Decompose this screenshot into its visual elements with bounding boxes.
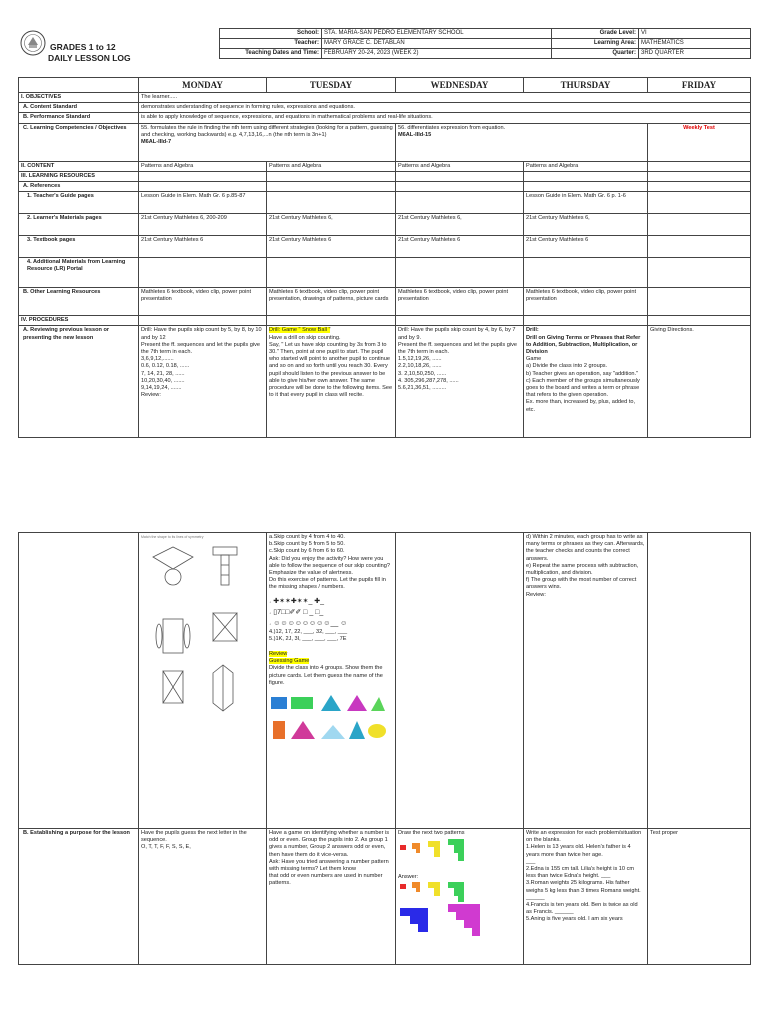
day-friday: FRIDAY — [648, 78, 751, 93]
review-heading: Review — [269, 651, 288, 658]
other-resources-thu: Mathletes 6 textbook, video clip, power point presentation — [524, 288, 648, 316]
pattern-sequences — [269, 596, 393, 629]
pattern-sequence-4: 4.)12, 17, 22, ___, 32, ___, ___ — [269, 628, 348, 635]
learners-materials-label: 2. Learner's Materials pages — [19, 214, 139, 236]
learners-materials-thu: 21st Century Mathletes 6, — [524, 214, 648, 236]
review-thu-continued: d) Within 2 minutes, each group has to write as many terms or phrases as they can. Afterwards, the teacher checks and counts the correct answers. e) Repeat the same process with subtraction, multiplication, and division. f) The group with the most number of correct answers wins. Review: — [524, 533, 648, 829]
grade-value: VI — [639, 29, 751, 39]
review-fri: Giving Directions. — [648, 326, 751, 438]
competencies-label: C. Learning Competencies / Objectives — [19, 123, 139, 161]
teacher-label: Teacher: — [220, 39, 322, 49]
review-continued-row — [19, 533, 751, 829]
day-tuesday: TUESDAY — [267, 78, 396, 93]
other-resources-label: B. Other Learning Resources — [19, 288, 139, 316]
objectives-text: The learner..... — [139, 93, 751, 103]
day-wednesday: WEDNESDAY — [396, 78, 524, 93]
review-thu — [524, 326, 648, 438]
lesson-log-table — [18, 77, 751, 438]
day-header-row — [19, 78, 751, 93]
learners-materials-mon: 21st Century Mathletes 6, 200-209 — [139, 214, 267, 236]
staircase-answer-image — [398, 882, 518, 938]
competencies-row — [19, 123, 751, 161]
guessing-game-heading: Guessing Game — [269, 658, 310, 665]
quarter-value: 3RD QUARTER — [639, 49, 751, 59]
purpose-wed — [396, 829, 524, 965]
content-label: II. CONTENT — [19, 161, 139, 171]
quarter-label: Quarter: — [552, 49, 639, 59]
textbook-wed: 21st Century Mathletes 6 — [396, 236, 524, 258]
performance-standard-label: B. Performance Standard — [19, 113, 139, 123]
document-title — [50, 42, 131, 64]
teachers-guide-row — [19, 192, 751, 214]
procedures-label: IV. PROCEDURES — [19, 316, 139, 326]
symmetry-shapes-image — [141, 541, 261, 726]
competencies-mon-tue — [139, 123, 396, 161]
deped-seal-icon — [20, 30, 46, 56]
purpose-row — [19, 829, 751, 965]
review-thu-heading: Drill: Drill on Giving Terms or Phrases that Refer to Addition, Subtraction, Multiplication, or Division — [526, 327, 641, 356]
review-tue-continued — [267, 533, 396, 829]
grade-label: Grade Level: — [552, 29, 639, 39]
learners-materials-wed: 21st Century Mathletes 6, — [396, 214, 524, 236]
title-line-1: GRADES 1 to 12 — [50, 42, 116, 52]
pattern-sequence-2: ˓ ▯7□□✐✐ □ _ □_ — [269, 608, 324, 616]
review-thu-text: Game a) Divide the class into 2 groups. b) Teacher gives an operation, say "addition." c) Each member of the groups simultaneously goes to the board and writes a term or phrase that refers to the given operation. Ex. more than, increased by, plus, added to, etc. — [526, 356, 640, 413]
area-label: Learning Area: — [552, 39, 639, 49]
snow-ball-heading: Drill: Game " Snow Ball " — [269, 327, 331, 334]
purpose-tue: Have a game on identifying whether a number is odd or even. Group the pupils into 2. As group 1 gives a number, Group 2 answers odd or even, then have them do it vice-versa. Ask: Have you tried answering a number pattern with missing terms? Let them know that odd or even numbers are used in number patterns. — [267, 829, 396, 965]
content-standard-label: A. Content Standard — [19, 103, 139, 113]
guessing-game-text: Divide the class into 4 groups. Show them the picture cards. Let them guess the name of the figure. — [269, 665, 383, 686]
symmetry-worksheet — [139, 533, 267, 829]
header-meta-table — [219, 28, 751, 59]
staircase-pattern-image — [398, 837, 518, 871]
teacher-value: MARY GRACE C. DETABLAN — [322, 39, 552, 49]
performance-standard-row — [19, 113, 751, 123]
pattern-sequence-3: ˓ ☺☺☺☺☺☺☺☺__ ☺ — [269, 619, 348, 627]
teachers-guide-mon: Lesson Guide in Elem. Math Gr. 6 p.85-87 — [139, 192, 267, 214]
teachers-guide-thu: Lesson Guide in Elem. Math Gr. 6 p. 1-6 — [524, 192, 648, 214]
purpose-fri: Test proper — [648, 829, 751, 965]
learners-materials-tue: 21st Century Mathletes 6, — [267, 214, 396, 236]
performance-standard-text: is able to apply knowledge of sequence, expressions, and equations in mathematical problems and real-life situations. — [139, 113, 751, 123]
other-resources-mon: Mathletes 6 textbook, video clip, power point presentation — [139, 288, 267, 316]
area-value: MATHEMATICS — [639, 39, 751, 49]
content-tue: Patterns and Algebra — [267, 161, 396, 171]
purpose-wed-answer: Answer: — [398, 874, 419, 881]
skip-count-exercise: a.Skip count by 4 from 4 to 40. b.Skip count by 5 from 5 to 50. c.Skip count by 6 from 6 to 60. Ask: Did you enjoy the activity? How were you able to follow the sequence of our skip counting? Emphasize the value of alertness. Do this exercise of patterns. Let the pupils fill in the missing shapes / numbers. — [269, 534, 390, 591]
additional-materials-row — [19, 258, 751, 288]
pattern-sequence-1: ˓ ✚✶✶✚✶✶_ ✚_ — [269, 597, 325, 605]
review-tue — [267, 326, 396, 438]
objectives-label: I. OBJECTIVES — [19, 93, 139, 103]
day-monday: MONDAY — [139, 78, 267, 93]
review-row — [19, 326, 751, 438]
purpose-label: B. Establishing a purpose for the lesson — [19, 829, 139, 965]
teachers-guide-label: 1. Teacher's Guide pages — [19, 192, 139, 214]
references-label: A. References — [19, 182, 139, 192]
title-line-2: DAILY LESSON LOG — [48, 53, 131, 63]
content-thu: Patterns and Algebra — [524, 161, 648, 171]
objectives-row — [19, 93, 751, 103]
other-resources-row — [19, 288, 751, 316]
competency-55: 55. formulates the rule in finding the nth term using different strategies (looking for a pattern, guessing and checking, working backwards) e.g. 4,7,13,16,...n (the nth term is 3n+1) — [141, 124, 393, 138]
content-row — [19, 161, 751, 171]
procedures-row — [19, 316, 751, 326]
textbook-label: 3. Textbook pages — [19, 236, 139, 258]
textbook-tue: 21st Century Mathletes 6 — [267, 236, 396, 258]
worksheet-caption: Match the shape to its lines of symmetry — [141, 535, 204, 539]
purpose-mon: Have the pupils guess the next letter in the sequence. O, T, T, F, F, S, S, E, — [139, 829, 267, 965]
additional-materials-label: 4. Additional Materials from Learning Resource (LR) Portal — [19, 258, 139, 288]
content-standard-text: demonstrates understanding of sequence in forming rules, expressions and equations. — [139, 103, 751, 113]
competency-56: 56. differentiates expression from equation. — [398, 124, 506, 131]
school-label: School: — [220, 29, 322, 39]
dates-value: FEBRUARY 20-24, 2023 (WEEK 2) — [322, 49, 552, 59]
competency-55-code: M6AL-IIId-7 — [141, 139, 172, 146]
content-mon: Patterns and Algebra — [139, 161, 267, 171]
resources-row — [19, 171, 751, 181]
competency-56-code: M6AL-IIId-15 — [398, 131, 432, 138]
resources-label: III. LEARNING RESOURCES — [19, 171, 139, 181]
lesson-log-table-continued — [18, 532, 751, 965]
pattern-sequence-5: 5.)1K, 2J, 3I, ___, ___, ___, 7E — [269, 635, 347, 642]
school-value: STA. MARIA-SAN PEDRO ELEMENTARY SCHOOL — [322, 29, 552, 39]
solid-figures-image — [269, 691, 387, 747]
purpose-wed-text: Draw the next two patterns — [398, 830, 465, 836]
content-standard-row — [19, 103, 751, 113]
weekly-test-label: Weekly Test — [648, 123, 751, 161]
competencies-wed-thu — [396, 123, 648, 161]
review-tue-text: Have a drill on skip counting. Say, " Let us have skip counting by 3s from 3 to 30." Then, point at one pupil to start. The pupil who started will point to another pupil to continue and so on and so forth until you reach 30. Every pupil should listen to the previous answer to be able to give his/her own answer. The same procedure will be done to the following items. See to it that every pupil in class will recite. — [269, 334, 393, 399]
review-wed: Drill: Have the pupils skip count by 4, by 6, by 7 and by 9. Present the ff. sequences and let the pupils give the 7th term in each. 1.5,12,19,26, ...... 2.2,10,18,26, ...... 3. 2,10,50,250, ...... 4. 305,296,287,278, ...... 5.6,21,36,51, ......... — [396, 326, 524, 438]
review-label: A. Reviewing previous lesson or presenting the new lesson — [19, 326, 139, 438]
other-resources-tue: Mathletes 6 textbook, video clip, power point presentation, drawings of patterns, picture cards — [267, 288, 396, 316]
purpose-thu: Write an expression for each problem/situation on the blanks. 1.Helen is 13 years old. Helen's father is 4 years more than twice her age. ___ 2.Edna is 155 cm tall. Lilia's height is 10 cm less than twice Edna's height. ___ 3.Roman weights 25 kilograms. His father weighs 5 kg less than 3 times Romans weight. ______ 4.Francis is ten years old. Ben is twice as old as Francis. ______ 5.Aning is five years old. I am six years — [524, 829, 648, 965]
dates-label: Teaching Dates and Time: — [220, 49, 322, 59]
content-wed: Patterns and Algebra — [396, 161, 524, 171]
textbook-thu: 21st Century Mathletes 6 — [524, 236, 648, 258]
references-row — [19, 182, 751, 192]
review-mon: Drill: Have the pupils skip count by 5, by 8, by 10 and by 12 Present the ff. sequences and let the pupils give the 7th term in each. 3,6,9,12,....... 0.6, 0.12, 0.18, ...... 7, 14, 21, 28, ...... 10,20,30,40, ....... 9,14,19,24, ....... Review: — [139, 326, 267, 438]
textbook-row — [19, 236, 751, 258]
learners-materials-row — [19, 214, 751, 236]
day-thursday: THURSDAY — [524, 78, 648, 93]
textbook-mon: 21st Century Mathletes 6 — [139, 236, 267, 258]
other-resources-wed: Mathletes 6 textbook, video clip, power point presentation — [396, 288, 524, 316]
